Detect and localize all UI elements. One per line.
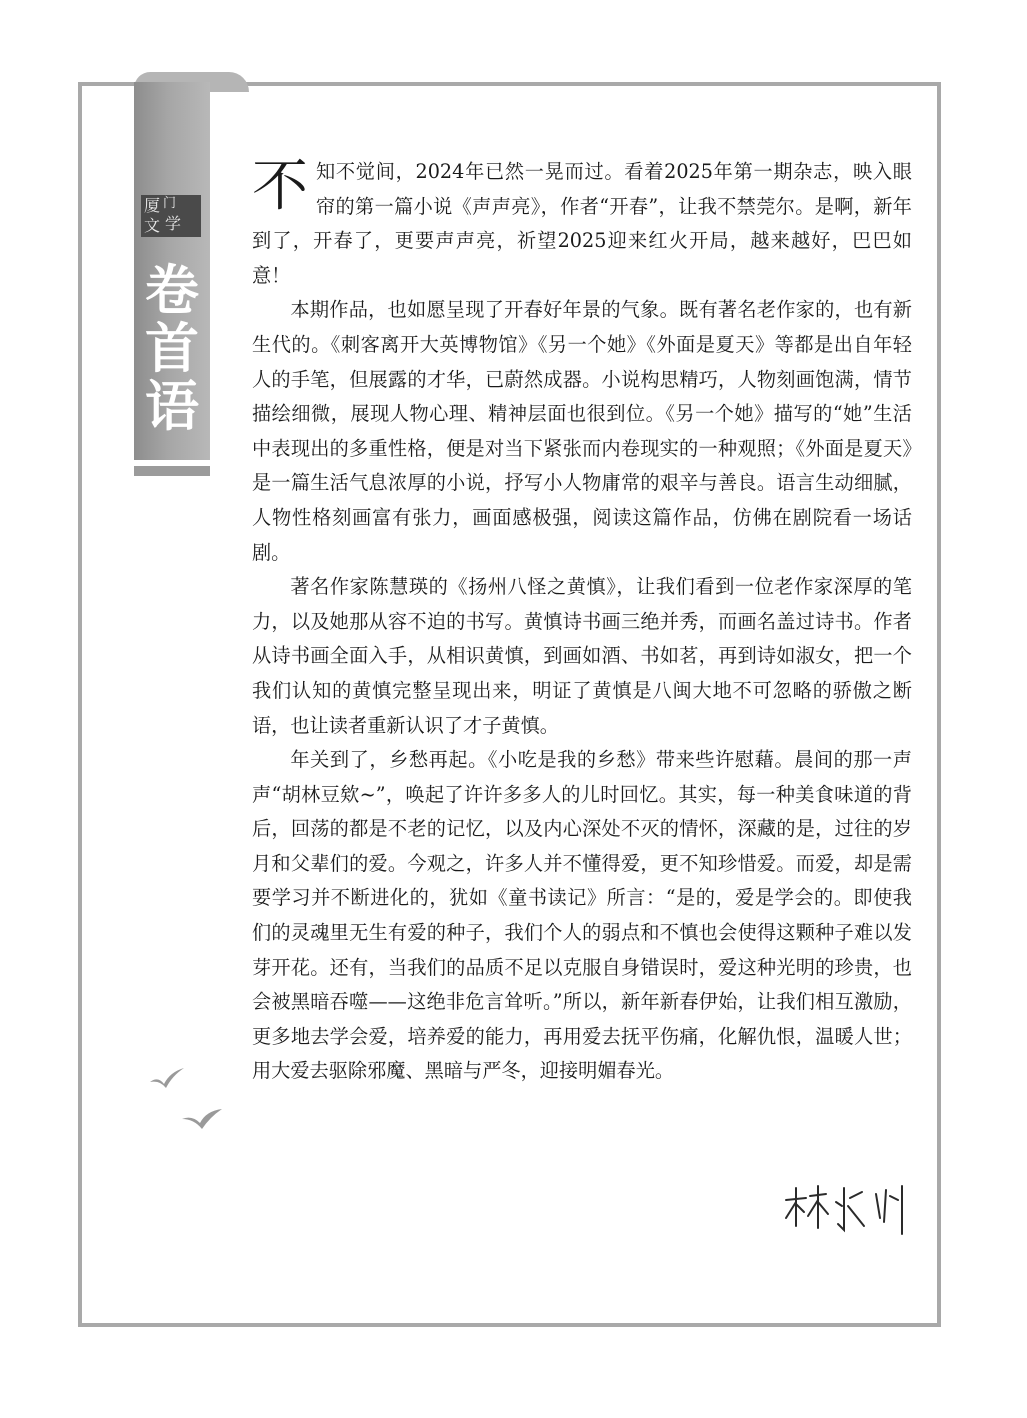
bird-icon xyxy=(148,1064,188,1094)
section-title-char: 首 xyxy=(145,317,199,380)
signature xyxy=(780,1180,920,1240)
section-title-char: 语 xyxy=(145,375,199,438)
article-paragraph: 著名作家陈慧瑛的《扬州八怪之黄慎》，让我们看到一位老作家深厚的笔力，以及她那从容不迫的书写。黄慎诗书画三绝并秀，而画名盖过诗书。作者从诗书画全面入手，从相识黄慎，到画如酒、书如茗，再到诗如淑女，把一个我们认知的黄慎完整呈现出来，明证了黄慎是八闽大地不可忽略的骄傲之断语，也让读者重新认识了才子黄慎。 xyxy=(252,575,912,737)
article-paragraph xyxy=(252,155,912,293)
logo-char: 学 xyxy=(165,214,182,233)
section-title xyxy=(137,259,207,438)
logo-char: 厦 xyxy=(144,196,161,215)
logo-char: 门 xyxy=(163,196,177,211)
ribbon-underline xyxy=(134,466,210,476)
bird-icon xyxy=(180,1105,224,1135)
paragraph-text: 知不觉间，2024年已然一晃而过。看着2025年第一期杂志，映入眼帘的第一篇小说《声声亮》，作者“开春”，让我不禁莞尔。是啊，新年到了，开春了，更要声声亮，祈望2025迎来红火开局，越来越好，巴巴如意！ xyxy=(252,160,912,287)
article-body xyxy=(252,155,912,1089)
logo-char: 文 xyxy=(144,216,161,235)
section-title-char: 卷 xyxy=(145,259,199,322)
article-paragraph: 本期作品，也如愿呈现了开春好年景的气象。既有著名老作家的，也有新生代的。《刺客离开大英博物馆》《另一个她》《外面是夏天》等都是出自年轻人的手笔，但展露的才华，已蔚然成器。小说构思精巧，人物刻画饱满，情节描绘细微，展现人物心理、精神层面也很到位。《另一个她》描写的“她”生活中表现出的多重性格，便是对当下紧张而内卷现实的一种观照；《外面是夏天》是一篇生活气息浓厚的小说，抒写小人物庸常的艰辛与善良。语言生动细腻，人物性格刻画富有张力，画面感极强，阅读这篇作品，仿佛在剧院看一场话剧。 xyxy=(252,298,912,564)
magazine-logo xyxy=(141,195,201,237)
article-paragraph: 年关到了，乡愁再起。《小吃是我的乡愁》带来些许慰藉。晨间的那一声声“胡林豆欸~”，唤起了许许多多人的儿时回忆。其实，每一种美食味道的背后，回荡的都是不老的记忆，以及内心深处不灭的情怀，深藏的是，过往的岁月和父辈们的爱。今观之，许多人并不懂得爱，更不知珍惜爱。而爱，却是需要学习并不断进化的，犹如《童书读记》所言：“是的，爱是学会的。即使我们的灵魂里无生有爱的种子，我们个人的弱点和不慎也会使得这颗种子难以发芽开花。还有，当我们的品质不足以克服自身错误时，爱这种光明的珍贵，也会被黑暗吞噬——这绝非危言耸听。”所以，新年新春伊始，让我们相互激励，更多地去学会爱，培养爱的能力，再用爱去抚平伤痛，化解仇恨，温暖人世；用大爱去驱除邪魔、黑暗与严冬，迎接明媚春光。 xyxy=(252,748,912,1083)
drop-cap: 不 xyxy=(252,154,308,219)
